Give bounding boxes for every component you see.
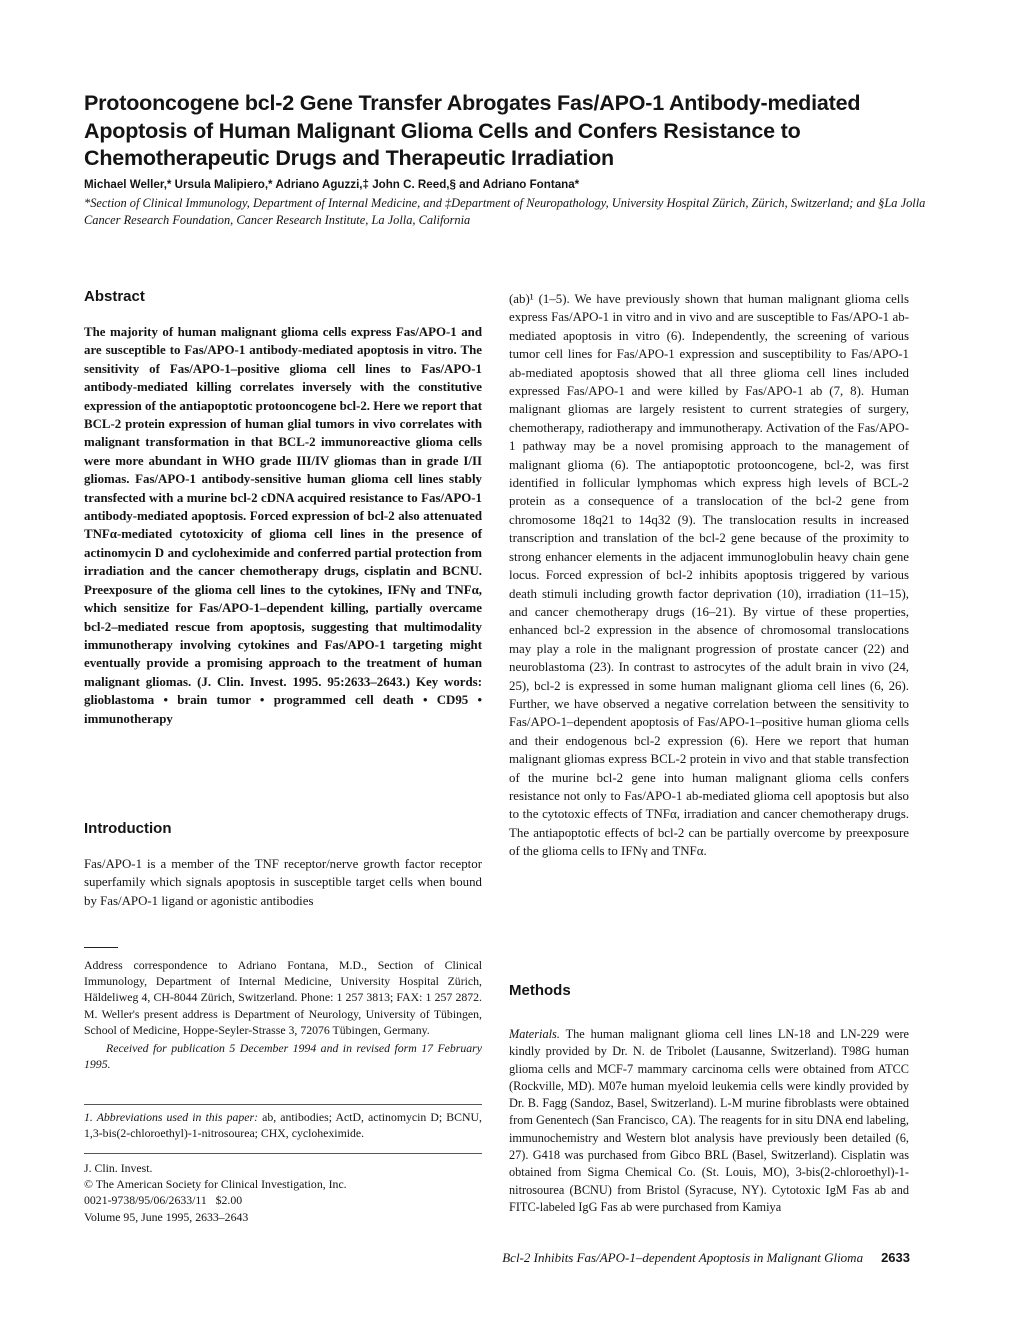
correspondence-block xyxy=(84,957,482,1072)
page-number: 2633 xyxy=(881,1250,910,1265)
paper-title: Protooncogene bcl-2 Gene Transfer Abrogates Fas/APO-1 Antibody-mediated Apoptosis of Human Malignant Glioma Cells and Confers Resistance to Chemotherapeutic Drugs and Therapeutic Irradiation xyxy=(84,91,861,170)
introduction-right-block xyxy=(509,290,909,861)
abbreviations-block xyxy=(84,1109,482,1141)
journal-info-divider xyxy=(84,1153,482,1154)
page-footer xyxy=(380,1250,910,1266)
abstract-block xyxy=(84,323,482,728)
correspondence-text: Address correspondence to Adriano Fontana, M.D., Section of Clinical Immunology, Department of Internal Medicine, University Hospital Zürich, Häldeliweg 4, CH-8044 Zürich, Switzerland. Phone: 1 257 3813; FAX: 1 257 2872. M. Weller's present address is Department of Neurology, University of Tübingen, School of Medicine, Hoppe-Seyler-Strasse 3, 72076 Tübingen, Germany. xyxy=(84,958,482,1037)
abbreviations-text: ab, antibodies; ActD, actinomycin D; BCNU, 1,3-bis(2-chloroethyl)-1-nitrosourea; CHX, cycloheximide. xyxy=(84,1110,482,1141)
journal-info-block xyxy=(84,1160,482,1225)
affiliations: *Section of Clinical Immunology, Department of Internal Medicine, and ‡Department of Neuropathology, University Hospital Zürich, Zürich, Switzerland; and §La Jolla Cancer Research Foundation, Cancer Research Institute, La Jolla, California xyxy=(84,196,926,227)
methods-block xyxy=(509,1026,909,1216)
introduction-text-left: Fas/APO-1 is a member of the TNF receptor/nerve growth factor receptor superfamily which signals apoptosis in susceptible target cells when bound by Fas/APO-1 ligand or agonistic antibodies xyxy=(84,857,482,908)
abbreviations-divider xyxy=(84,1104,482,1105)
abstract-heading: Abstract xyxy=(84,288,145,305)
methods-materials-paragraph xyxy=(509,1026,909,1216)
materials-label: Materials. xyxy=(509,1027,560,1041)
introduction-heading: Introduction xyxy=(84,820,172,837)
volume-line: Volume 95, June 1995, 2633–2643 xyxy=(84,1209,249,1224)
running-title: Bcl-2 Inhibits Fas/APO-1–dependent Apoptosis in Malignant Glioma xyxy=(502,1250,864,1265)
issn-line: 0021-9738/95/06/2633/11 $2.00 xyxy=(84,1193,243,1208)
methods-heading: Methods xyxy=(509,982,571,999)
introduction-left-block xyxy=(84,855,482,910)
introduction-text-right: (ab)¹ (1–5). We have previously shown that human malignant glioma cells express Fas/APO-1 in vitro and in vivo and are susceptible to Fas/APO-1 ab-mediated apoptosis in vitro (6). Independently, the screening of various tumor cell lines for Fas/APO-1 expression and susceptibility to Fas/APO-1 ab-mediated apoptosis showed that all three glioma cell lines included expressed Fas/APO-1 and were killed by Fas/APO-1 ab (7, 8). Human malignant gliomas are largely resistent to current strategies of surgery, chemotherapy, radiotherapy and immunotherapy. Activation of the Fas/APO-1 pathway may be a novel promising approach to the management of malignant glioma (6). The antiapoptotic protooncogene, bcl-2, was first identified in follicular lymphomas which express high levels of BCL-2 protein as a consequence of a translocation of the bcl-2 gene from chromosome 18q21 to 14q32 (9). The translocation results in increased transcription and translation of the bcl-2 gene because of the proximity to strong enhancer elements in the adjacent immunoglobulin heavy chain gene locus. Forced expression of bcl-2 inhibits apoptosis triggered by various death stimuli including growth factor deprivation (10), irradiation (11–15), and cancer chemotherapy drugs (16–21). By virtue of these properties, enhanced bcl-2 expression in the absence of chromosomal translocations may play a role in the malignant progression of prostate cancer (22) and neuroblastoma (23). In contrast to astrocytes of the adult brain in vivo (24, 25), bcl-2 is expressed in some human malignant glioma cell lines (6, 26). Further, we have observed a negative correlation between the sensitivity to Fas/APO-1–dependent apoptosis of Fas/APO-1–positive human glioma cells and their endogenous bcl-2 expression (6). Here we report that human malignant gliomas express BCL-2 protein in vivo and that stable transfection of the murine bcl-2 gene into human malignant glioma cells confers resistance not only to Fas/APO-1 ab-mediated glioma cell apoptosis but also to the cytotoxic effects of TNFα, irradiation and cancer chemotherapy drugs. The antiapoptotic effects of bcl-2 can be partially overcome by preexposure of the glioma cells to IFNγ and TNFα. xyxy=(509,292,909,859)
footnote-divider xyxy=(84,947,118,948)
received-date: Received for publication 5 December 1994 and in revised form 17 February 1995. xyxy=(84,1041,482,1072)
materials-text: The human malignant glioma cell lines LN-18 and LN-229 were kindly provided by Dr. N. de Tribolet (Lausanne, Switzerland). T98G human glioma cells and MCF-7 mammary carcinoma cells were obtained from ATCC (Rockville, MD). M07e human myeloid leukemia cells were kindly provided by Dr. B. Fagg (Sandoz, Basel, Switzerland). L-M murine fibroblasts were obtained from Genentech (San Francisco, CA). The reagents for in situ DNA end labeling, immunochemistry and Western blot analysis have previously been detailed (6, 27). G418 was purchased from Gibco BRL (Basel, Switzerland). Cisplatin was obtained from Sigma Chemical Co. (St. Louis, MO), 3-bis(2-chloroethyl)-1-nitrosourea (BCNU) from Bristol (Syracuse, NY). Cytotoxic IgM Fas ab and FITC-labeled IgG Fas ab were purchased from Kamiya xyxy=(509,1027,909,1214)
abstract-text: The majority of human malignant glioma cells express Fas/APO-1 and are susceptible to Fas/APO-1 antibody-mediated apoptosis in vitro. The sensitivity of Fas/APO-1–positive glioma cell lines to Fas/APO-1 antibody-mediated killing correlates inversely with the constitutive expression of the antiapoptotic protooncogene bcl-2. Here we report that BCL-2 protein expression of human glial tumors in vivo correlates with malignant transformation in that BCL-2 immunoreactive glioma cells were more abundant in WHO grade III/IV gliomas than in grade I/II gliomas. Fas/APO-1 antibody-sensitive human glioma cell lines stably transfected with a murine bcl-2 cDNA acquired resistance to Fas/APO-1 antibody-mediated apoptosis. Forced expression of bcl-2 also attenuated TNFα-mediated cytotoxicity of glioma cell lines in the presence of actinomycin D and cycloheximide and conferred partial protection from irradiation and the cancer chemotherapy drugs, cisplatin and BCNU. Preexposure of the glioma cell lines to the cytokines, IFNγ and TNFα, which sensitize for Fas/APO-1–dependent killing, partially overcame bcl-2–mediated rescue from apoptosis, suggesting that multimodality immunotherapy involving cytokines and Fas/APO-1 targeting might eventually provide a promising approach to the treatment of human malignant gliomas. (J. Clin. Invest. 1995. 95:2633–2643.) Key words: glioblastoma • brain tumor • programmed cell death • CD95 • immunotherapy xyxy=(84,325,482,726)
abbreviations-label: 1. Abbreviations used in this paper: xyxy=(84,1110,259,1124)
author-list: Michael Weller,* Ursula Malipiero,* Adriano Aguzzi,‡ John C. Reed,§ and Adriano Fontana* xyxy=(84,178,580,191)
copyright-line: © The American Society for Clinical Investigation, Inc. xyxy=(84,1177,347,1192)
journal-name: J. Clin. Invest. xyxy=(84,1161,153,1175)
